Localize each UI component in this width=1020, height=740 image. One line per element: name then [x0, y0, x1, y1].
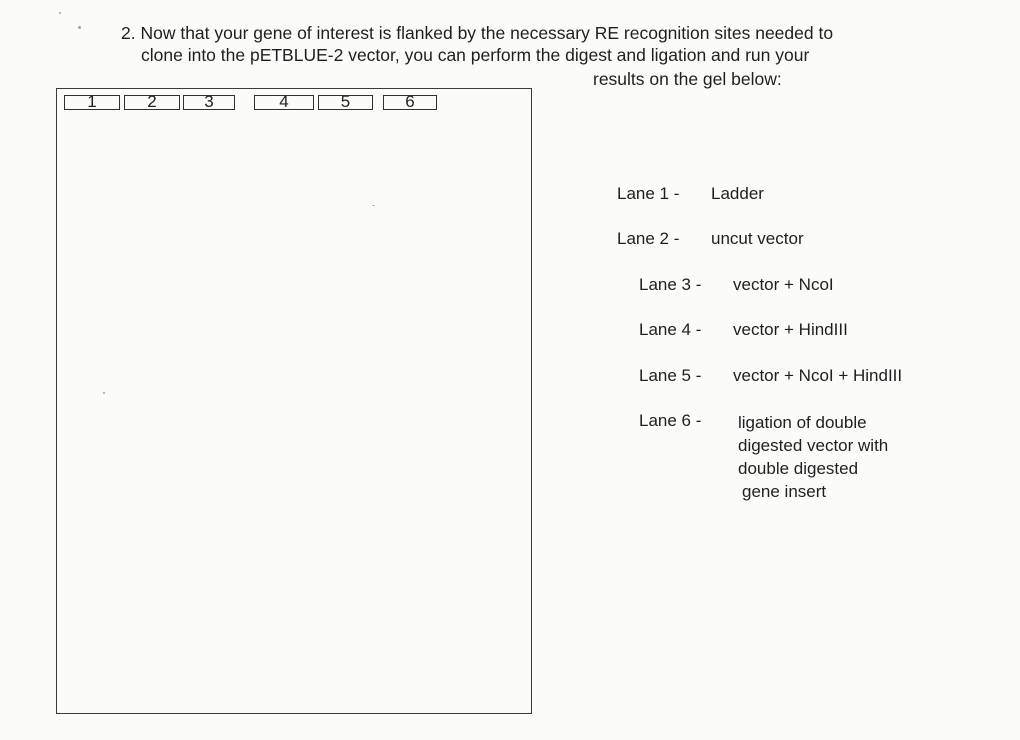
question-line-2: clone into the pETBLUE-2 vector, you can perform the digest and ligation and run your — [141, 45, 810, 65]
lane-6-desc-line-4: gene insert — [742, 482, 827, 501]
lane-1-label: Lane 1 - — [617, 184, 680, 203]
lane-4-desc: vector + HindIII — [733, 320, 848, 339]
lane-6-desc-line-2: digested vector with — [738, 436, 889, 455]
scan-speck — [59, 12, 61, 14]
gel-well-3: 3 — [183, 95, 235, 110]
lane-2-label: Lane 2 - — [617, 229, 680, 248]
question-line-3: results on the gel below: — [593, 69, 782, 89]
lane-6-desc-line-1: ligation of double — [738, 413, 867, 432]
lane-5-desc: vector + NcoI + HindIII — [733, 366, 903, 385]
gel-well-5: 5 — [318, 95, 373, 110]
gel-well-6: 6 — [383, 95, 437, 110]
lane-6-desc — [738, 411, 888, 503]
gel-well-4: 4 — [254, 95, 314, 110]
lane-6-desc-line-3: double digested — [738, 459, 859, 478]
gel-well-1: 1 — [64, 95, 120, 110]
question-line-1: 2. Now that your gene of interest is flanked by the necessary RE recognition sites needed to — [121, 23, 834, 43]
lane-5-label: Lane 5 - — [639, 366, 702, 385]
scan-speck — [103, 392, 105, 394]
lane-2-desc: uncut vector — [711, 229, 804, 248]
lane-3-desc: vector + NcoI — [733, 275, 834, 294]
lane-1-desc: Ladder — [711, 184, 764, 203]
lane-4-label: Lane 4 - — [639, 320, 702, 339]
scan-speck — [78, 26, 81, 29]
lane-6-label: Lane 6 - — [639, 411, 702, 430]
scan-speck — [372, 205, 375, 206]
gel-box — [56, 88, 532, 714]
lane-3-label: Lane 3 - — [639, 275, 702, 294]
gel-well-2: 2 — [124, 95, 180, 110]
